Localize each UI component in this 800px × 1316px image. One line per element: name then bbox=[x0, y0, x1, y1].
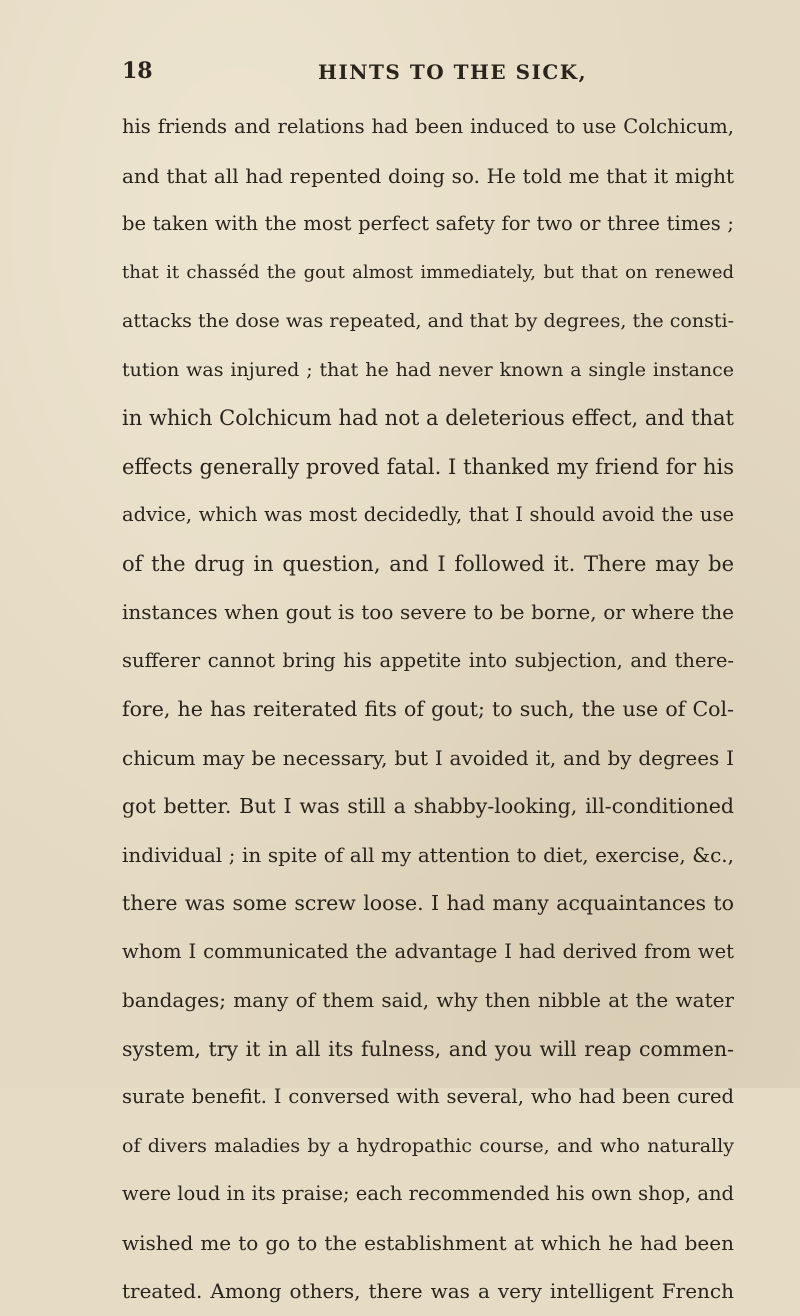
page-header bbox=[0, 58, 800, 98]
text-line: sufferer cannot bring his appetite into subjection, and there- bbox=[122, 648, 734, 672]
text-line: surate benefit. I conversed with several, who had been cured bbox=[122, 1085, 734, 1108]
text-line: tution was injured ; that he had never known a single instance bbox=[122, 358, 734, 381]
text-line: bandages; many of them said, why then nibble at the water bbox=[122, 988, 734, 1012]
text-line: chicum may be necessary, but I avoided it, and by degrees I bbox=[122, 745, 734, 770]
body-text bbox=[122, 103, 734, 1316]
text-line: and that all had repented doing so. He told me that it might bbox=[122, 163, 734, 188]
text-line: treated. Among others, there was a very intelligent French bbox=[122, 1279, 734, 1303]
text-line: wished me to go to the establishment at which he had been bbox=[122, 1230, 734, 1255]
text-line: effects generally proved fatal. I thanked my friend for his bbox=[122, 454, 734, 479]
running-head: HINTS TO THE SICK, bbox=[318, 60, 588, 84]
text-line: individual ; in spite of all my attention to diet, exercise, &c., bbox=[122, 842, 734, 867]
text-line: his friends and relations had been induced to use Colchicum, bbox=[122, 115, 734, 138]
text-line: were loud in its praise; each recommended his own shop, and bbox=[122, 1182, 734, 1205]
text-line: in which Colchicum had not a deleterious effect, and that bbox=[122, 406, 734, 430]
text-line: fore, he has reiterated fits of gout; to such, the use of Col- bbox=[122, 697, 734, 721]
page-number: 18 bbox=[122, 58, 153, 84]
text-line: of the drug in question, and I followed it. There may be bbox=[122, 551, 734, 576]
text-line: that it chasséd the gout almost immediately, but that on renewed bbox=[122, 261, 734, 283]
text-line: attacks the dose was repeated, and that by degrees, the consti- bbox=[122, 310, 734, 332]
text-line: there was some screw loose. I had many acquaintances to bbox=[122, 891, 734, 915]
text-line: whom I communicated the advantage I had derived from wet bbox=[122, 939, 734, 963]
text-line: of divers maladies by a hydropathic course, and who naturally bbox=[122, 1134, 734, 1157]
text-line: instances when gout is too severe to be borne, or where the bbox=[122, 600, 734, 624]
text-line: be taken with the most perfect safety for two or three times ; bbox=[122, 212, 734, 235]
text-line: got better. But I was still a shabby-looking, ill-conditioned bbox=[122, 794, 734, 818]
text-line: system, try it in all its fulness, and you will reap commen- bbox=[122, 1036, 734, 1061]
text-line: advice, which was most decidedly, that I should avoid the use bbox=[122, 503, 734, 526]
